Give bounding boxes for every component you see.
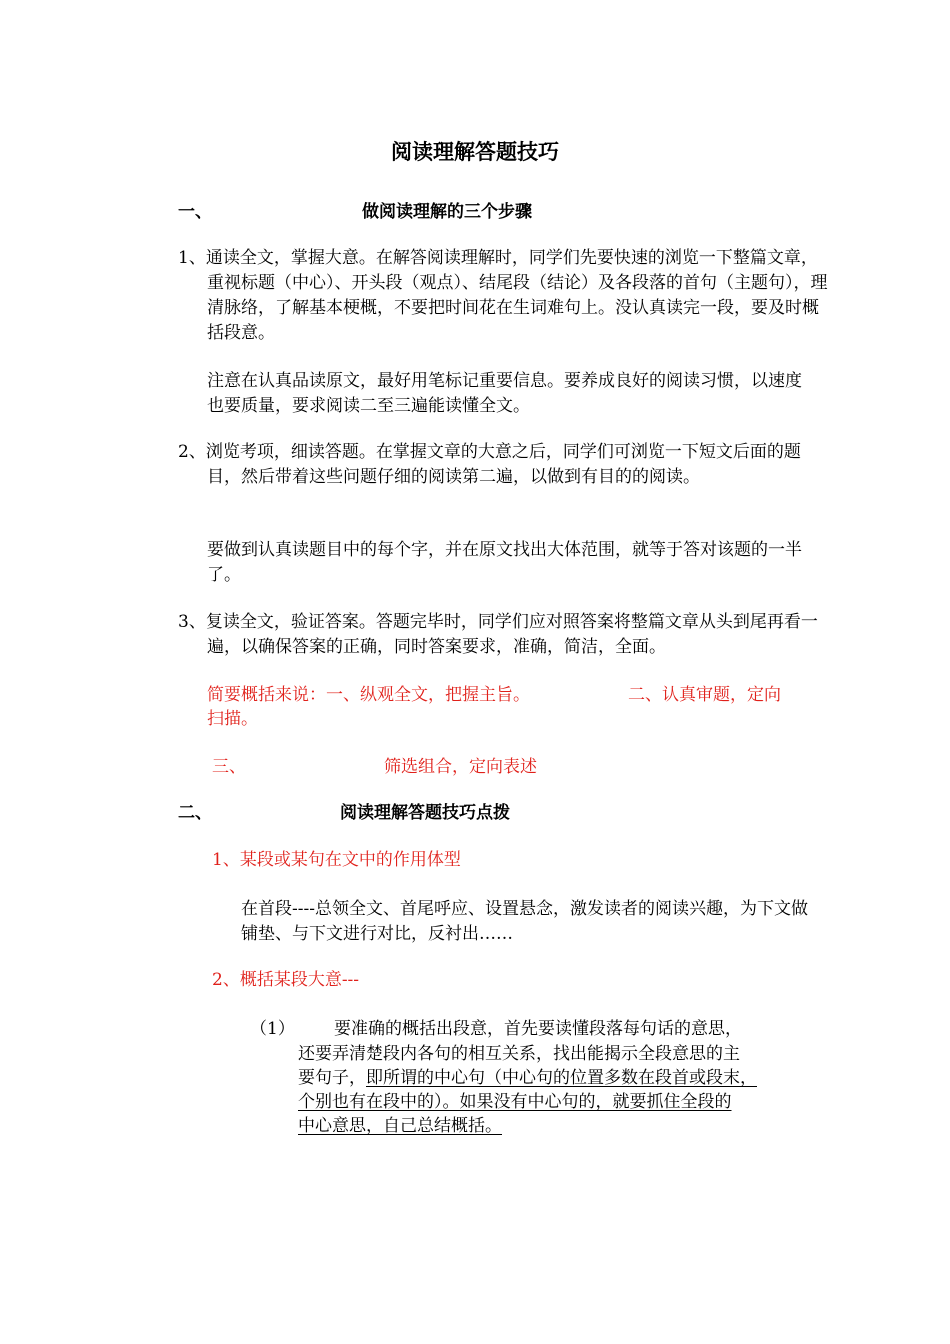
section1-number: 一、 (178, 202, 212, 222)
summary-part3: 扫描。 (207, 709, 258, 729)
summary-three-number: 三、 (212, 757, 246, 777)
item1-line4: 个别也有在段中的）。如果没有中心句的，就要抓住全段的 (298, 1092, 732, 1112)
item1-line3-plain: 要句子， (298, 1068, 366, 1088)
section2-number: 二、 (178, 803, 212, 823)
section1-heading: 做阅读理解的三个步骤 (362, 202, 532, 222)
sub1-text: 在首段----总领全文、首尾呼应、设置悬念，激发读者的阅读兴趣，为下文做铺垫、与下文进行对比，反衬出…… (241, 899, 808, 944)
item1-label: （1） (250, 1019, 295, 1039)
step1-note: 注意在认真品读原文，最好用笔标记重要信息。要养成良好的阅读习惯，以速度也要质量，要求阅读二至三遍能读懂全文。 (207, 371, 802, 416)
item1-line5: 中心意思，自己总结概括。 (298, 1116, 502, 1136)
item1-line3 (298, 1066, 757, 1091)
item1-line1: 要准确的概括出段意，首先要读懂段落每句话的意思， (334, 1019, 742, 1039)
step1-paragraph: 1、通读全文，掌握大意。在解答阅读理解时，同学们先要快速的浏览一下整篇文章，重视标题（中心）、开头段（观点）、结尾段（结论）及各段落的首句（主题句），理清脉络，了解基本梗概，不要把时间花在生词难句上。没认真读完一段，要及时概括段意。 (178, 248, 828, 343)
sub2-title: 2、概括某段大意--- (212, 970, 360, 990)
sub1-title: 1、某段或某句在文中的作用体型 (212, 850, 461, 870)
summary-part2: 二、认真审题，定向 (628, 685, 781, 705)
summary-part1: 简要概括来说：一、纵观全文，把握主旨。 (207, 685, 530, 705)
item1-line3-underlined: 即所谓的中心句（中心句的位置多数在段首或段末， (366, 1068, 757, 1088)
step2-note: 要做到认真读题目中的每个字，并在原文找出大体范围，就等于答对该题的一半了。 (207, 540, 802, 585)
item1-line2: 还要弄清楚段内各句的相互关系，找出能揭示全段意思的主 (298, 1044, 740, 1064)
step3-paragraph: 3、复读全文，验证答案。答题完毕时，同学们应对照答案将整篇文章从头到尾再看一遍，以确保答案的正确，同时答案要求，准确，简洁，全面。 (178, 612, 818, 657)
document-title: 阅读理解答题技巧 (391, 139, 559, 164)
section2-heading: 阅读理解答题技巧点拨 (340, 803, 510, 823)
step2-paragraph: 2、浏览考项，细读答题。在掌握文章的大意之后，同学们可浏览一下短文后面的题目，然后带着这些问题仔细的阅读第二遍，以做到有目的的阅读。 (178, 442, 801, 487)
summary-three-text: 筛选组合，定向表述 (384, 757, 537, 777)
